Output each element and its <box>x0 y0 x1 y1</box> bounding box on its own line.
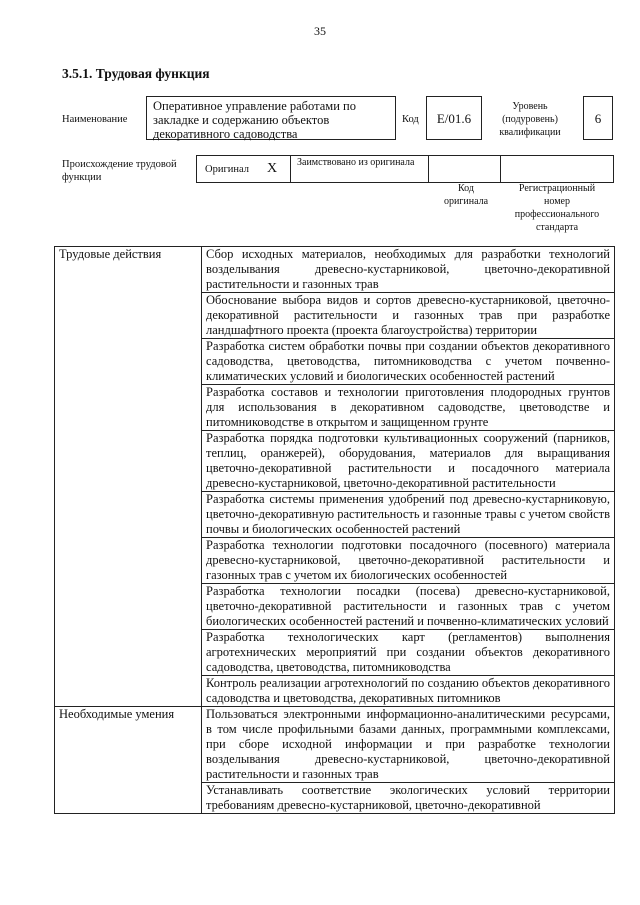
origin-label: Происхождение трудовой функции <box>62 159 177 183</box>
labor-action-item: Контроль реализации агротехнологий по созданию объектов декоративного садоводства и цветоводства, декоративных питомников <box>202 676 615 707</box>
borrowed-cell <box>291 156 429 182</box>
labor-action-item: Разработка порядка подготовки культивационных сооружений (парников, теплиц, оранжерей), оборудования, материалов для выращивания цветочно-декоративной растительности и посадочного материала древесно-кустарниковой, цветочно-декоративной растительности <box>202 431 615 492</box>
labor-action-item: Разработка составов и технологии приготовления плодородных грунтов для использования в декоративном садоводстве, цветоводстве и питомниководстве в открытом и защищенном грунте <box>202 385 615 431</box>
qualification-level-label: Уровень (подуровень) квалификации <box>499 101 561 138</box>
original-mark: X <box>267 161 278 176</box>
labor-actions-label: Трудовые действия <box>55 247 202 707</box>
labor-action-item: Разработка технологических карт (регламентов) выполнения агротехнических мероприятий при создании объектов декоративного садоводства, цветоводства, питомниководства <box>202 630 615 676</box>
labor-function-table <box>54 246 615 814</box>
section-title: 3.5.1. Трудовая функция <box>62 66 210 81</box>
labor-action-item: Разработка систем обработки почвы при создании объектов декоративного садоводства, цветоводства, питомниководства с учетом почвенно-климатических условий и биологических особенностей растений <box>202 339 615 385</box>
skills-label: Необходимые умения <box>55 707 202 814</box>
name-value: Оперативное управление работами по закладке и содержанию объектов декоративного садоводства <box>146 96 396 140</box>
qualification-level-value: 6 <box>583 96 613 140</box>
original-label: Оригинал <box>205 164 249 175</box>
code-original-cell <box>429 156 501 182</box>
labor-action-item: Сбор исходных материалов, необходимых для разработки технологий возделывания древесно-кустарниковой, цветочно-декоративной растительности и газонных трав <box>202 247 615 293</box>
code-original-label: Код оригинала <box>443 183 489 207</box>
labor-action-item: Разработка системы применения удобрений под древесно-кустарниковую, цветочно-декоративную растительность и газонные травы с учетом свойств почвы и биологических особенностей растений <box>202 492 615 538</box>
name-label: Наименование <box>62 114 128 125</box>
table-row <box>55 707 615 783</box>
labor-action-item: Разработка технологии подготовки посадочного (посевного) материала древесно-кустарниковой, цветочно-декоративной растительности и газонных трав с учетом их биологических особенностей <box>202 538 615 584</box>
skill-item: Пользоваться электронными информационно-аналитическими ресурсами, в том числе профильными базами данных, программными комплексами, при сборе исходной информации и при разработке технологии возделывания древесно-кустарниковой, цветочно-декоративной растительности и газонных трав <box>202 707 615 783</box>
labor-action-item: Разработка технологии посадки (посева) древесно-кустарниковой, цветочно-декоративной растительности и газонных трав с учетом биологических особенностей растений и почвенно-климатических условий <box>202 584 615 630</box>
origin-table <box>196 155 614 183</box>
table-row <box>55 247 615 293</box>
labor-action-item: Обоснование выбора видов и сортов древесно-кустарниковой, цветочно-декоративной растительности и газонных трав при разработке ландшафтного проекта (проекта благоустройства) территории <box>202 293 615 339</box>
code-value: E/01.6 <box>426 96 482 140</box>
skill-item: Устанавливать соответствие экологических условий территории требованиям древесно-кустарниковой, цветочно-декоративной <box>202 783 615 814</box>
original-cell <box>197 156 291 182</box>
registration-number-label: Регистрационный номер профессионального стандарта <box>514 183 600 233</box>
code-label: Код <box>402 114 419 125</box>
borrowed-label: Заимствовано из оригинала <box>297 157 415 168</box>
page-number: 35 <box>314 24 326 38</box>
